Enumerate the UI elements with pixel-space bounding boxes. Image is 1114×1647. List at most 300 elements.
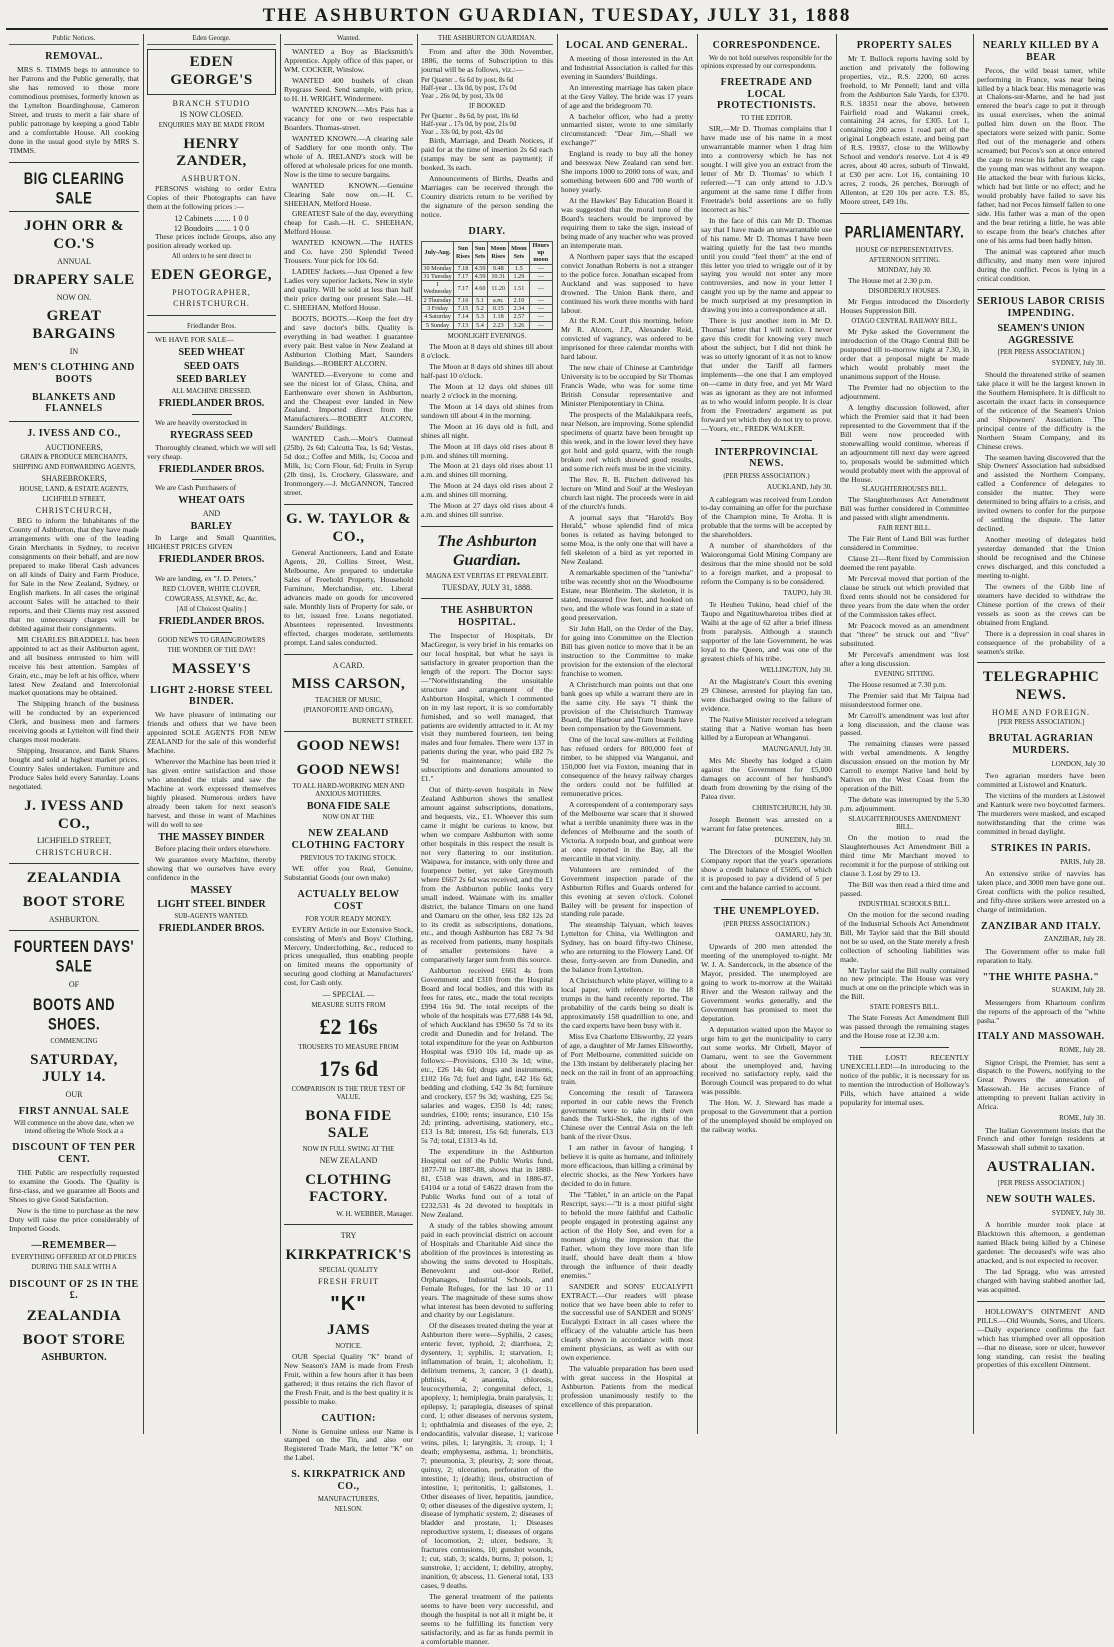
section-header: Eden George. [147,34,276,45]
white-pasha-heading: "THE WHITE PASHA." [982,971,1100,983]
moon-note: The Moon at 12 days old shines till nearly 2 o'clock in the morning. [421,381,553,400]
parliament-item: Mr Perceval moved that portion of the clause be struck out which provided that fixed rents should not be considered for three years from the date when the order of the Commission takes effect. [840,574,969,619]
diary-column-header: Moon Sets [509,241,529,264]
wanted-ad: WANTED 400 bushels of clean Ryegrass Seed. Send sample, with price, to H. H. WRIGHT, Windermere. [284,76,413,104]
parliament-item: The State Forests Act Amendment Bill was passed through the remaining stages and the House rose at 12.30 a.m. [840,1013,969,1041]
diary-cell: 3 Friday [422,305,454,313]
eden-george-heading: EDEN GEORGE'S [147,49,276,94]
card-label: A CARD. [332,660,365,670]
grain-merchants-label: GRAIN & PRODUCE MERCHANTS, [20,454,128,462]
bona-fide-label: BONA FIDE SALE [306,800,391,812]
closed-label: IS NOW CLOSED. [179,110,244,120]
parliament-item: Mr Pyke asked the Government the introduction of the Otago Central Bill be postponed till to-morrow night at 7.30, in order that a proposal might be made which would probably meet the unanimous support of the House. [840,327,969,382]
diary-cell: — [529,264,552,272]
news-item: The lad Spragg, who was arrested charged with having stabbed another lad, was acquitted. [977,1266,1105,1294]
local-item: The new chair of Chinese at Cambridge University is to be occupied by Sir Thomas Francis Wade, who was for some time British Consular representative and Minister Plenipotentiary in China. [561,363,693,409]
diary-cell: 1.29 [509,272,529,280]
news-item: Should the threatened strike of seamen take place it will be the largest known in the Southern Hemisphere. It is difficult to ascertain the exact facts in consequence of the reticence of the Seamen's Union and Shipowners' Association. The principal centre of the difficulty is the Northern Steam Company, and its Chinese crews. [977,369,1105,451]
diary-table [421,241,553,330]
agrarian-heading: BRUTAL AGRARIAN MURDERS. [988,733,1094,757]
parliament-item: The Premier said that Mr Taipua had misunderstood former one. [840,690,969,709]
dateline: CHRISTCHURCH, July 30. [752,803,832,812]
divider [9,211,139,212]
news-item: Messengers from Khartoum confirm the reports of the approach of the "white pasha." [977,997,1105,1025]
wanted-ad: WANTED a Boy as Blacksmith's Apprentice. Apply office of this paper, or WM. COCKER, Winslow. [284,47,413,75]
wanted-ad: WANTED.—Everyone to come and see the nicest lot of Glass, China, and Earthenware ever shown in Ashburton, and the Cheapest ever landed in New Zealand. Imported direct from the Manufacturers.—ROBERT ALCORN, Saunders' Buildings. [284,369,413,433]
local-item: The "Tablet," in an article on the Papal Rescript, says:—"It is a most pitiful sight to behold the more faithful and Catholic people engaged in protesting against any action of the Holy See, and even for a moment giving the impression that the Father, whom they love more than life itself, should have dealt them a blow through the influence of their deadly enemies." [561,1190,693,1280]
section-header: Wanted. [284,34,413,45]
news-item: Te Heuheu Tukino, head chief of the Taupo and Ngatituwharetoa tribes died at Waihi at the age of 62 after a brief illness from paralysis. Although a staunch supporter of the late Government, he was loyal to the Queen, and was one of the greatest chiefs of his tribe. [701,600,832,663]
good-news-heading: GOOD NEWS! [296,738,401,755]
parliament-item: Mr Taylor said the Bill really contained no new principle. The House was very much at one on the principle which was in the Bill. [840,965,969,1002]
bargains-heading: GREAT BARGAINS [32,308,116,342]
new-zealand-label: NEW ZEALAND [319,1156,378,1166]
freetrade-heading: FREETRADE AND LOCAL PROTECTIONISTS. [717,76,816,112]
news-item: A deputation waited upon the Mayor to urge him to get the municipality to carry out some works. Mr Orbell, Mayor of Oamaru, went to see the Government about the unemployed and, having received no satisfactory reply, said the Borough Council was prepared to do what was possible. [701,1024,832,1097]
moon-note: The Moon at 27 days old rises about 4 a.m. and shines till sunrise. [421,501,553,520]
in-label: IN [69,346,79,356]
seed-barley: SEED BARLEY [176,374,247,386]
divider [284,731,413,732]
diary-cell: 7.16 [454,296,473,304]
parliamentary-heading: PARLIAMENTARY. [844,221,965,242]
clover-label: RED CLOVER, WHITE CLOVER, [162,586,261,594]
divider [860,1047,949,1048]
annual-label: ANNUAL [57,256,91,266]
divider [977,289,1105,290]
good-news-heading-2: GOOD NEWS! [296,761,401,778]
taylor-heading: G. W. TAYLOR & CO., [286,511,411,545]
hospital-article: The Inspector of Hospitals, Dr MacGregor, is very brief in his remarks on our local hospital, but what he says is satisfactory in greater proportion than the length of the report. The Doctor says:—"Notwithstanding the unsuitable structure and arrangement of the Ashburton Hospital, which I commented on in my last report, it is so comfortably furnished, and so well managed, that patients are evidently attracted to it. At my visit they numbered fourteen, ten being males and four females. There were 137 in patients during the year, who paid £82 7s 9d for maintenance; while the subscriptions and donations amounted to £1." [421,631,553,784]
landing-note: We are landing, ex "J. D. Peters," [155,574,257,584]
good-news-label: GOOD NEWS TO GRAINGROWERS [157,636,266,644]
hard-working-label: TO ALL HARD-WORKING MEN AND ANXIOUS MOTHERS. [292,782,405,798]
jams-heading: JAMS [327,1322,370,1339]
bill-label: SLAUGHTERHOUSES BILL. [861,486,948,494]
press-association-label: (PER PRESS ASSOCIATION.) [723,920,810,928]
diary-cell: 1 Wednesday [423,281,452,296]
price-row: 12 Boudoirs ........ 1 0 0 [173,223,250,233]
massey-label: MASSEY [190,885,233,897]
divider [977,662,1105,663]
estate-agents-label: HOUSE, LAND, & ESTATE AGENTS, [19,485,129,493]
saturday-heading: SATURDAY, JULY 14. [30,1051,118,1086]
news-item: A cablegram was received from London to-day containing an offer for the purchase of the Champion mine, Te Aroha. It is probable that the terms will be accepted by the shareholders. [701,494,832,540]
dateline: SUAKIM, July 28. [1051,986,1105,995]
friedlander-sig: FRIEDLANDER BROS. [158,398,265,410]
afternoon-label: AFTERNOON SITTING. [869,257,940,265]
christchurch-label: CHRISTCHURCH. [173,299,250,309]
mens-clothing-label: MEN'S CLOTHING AND BOOTS [13,361,135,385]
news-item: Another meeting of delegates held yesterday demanded that the Union should be recognised and the Chinese crews discharged, and this concluded a meeting to-night. [977,535,1105,580]
diary-cell: 1.51 [509,281,529,297]
manager-signature: W. H. WEBBER, Manager. [336,1209,413,1218]
masthead [6,4,1108,30]
divider [977,1301,1105,1302]
extensive-stock-note: EVERY Article in our Extensive Stock, consisting of Men's and Boys' Clothing, Mercery, Underclothing, &c., reduced to prices unequalled, thus enabling people on limited means the opportunity of securing good clothing at Manufacturers' cost, for Cash only. [284,924,413,988]
column-4 [417,34,556,1646]
diary-column-header: Sun Rises [454,241,473,264]
diary-cell: 4.59 [472,272,488,280]
unemployed-heading: THE UNEMPLOYED. [713,906,820,918]
local-item: An interesting marriage has taken place at the Grey Valley. The bride was 17 years of age and the bridegroom 70. [561,82,693,110]
diary-row [422,296,553,304]
moonlight-label: MOONLIGHT EVENINGS. [447,333,527,341]
local-item: Volunteers are reminded of the Government inspection parade of the Ashburton Rifles and Guards ordered for this evening at seven o'clock. Colonel Bailey will be present for inspection of standing rule parade. [561,864,693,919]
duty-notice: Now is the time to purchase as the new Duty will raise the price considerably of Imported Goods. [9,1205,139,1233]
seed-wheat: SEED WHEAT [178,346,245,358]
and-label: AND [202,509,221,519]
kirkpatrick-signature: S. KIRKPATRICK AND CO., [291,1469,406,1493]
bill-label: DISORDERLY HOUSES. [868,288,941,296]
divider [284,1224,413,1225]
our-label: OUR [65,1090,83,1100]
dateline: SYDNEY, July 30. [1051,358,1105,367]
hospital-article: Ashburton received £661 4s from Government and £310 from the Hospital Board and local bodies, and this with its fees for rates, etc., made the total receipts £994 16s 9d. The total receipts of the whole of the hospitals was £77,688 14s 9d, of which Auckland has £9650 5s 7d to its credit and Dunedin and for Ireland. The total expenditure for the year on Ashburton Hospital was £910 10s 1d, made up as follows:—Provisions, £310 3s 1d; wine, etc., £26 14s 6d; drugs and instruments, £102 16s 7d; fuel and light, £42 16s 6d; bedding and clothing, £42 3s 8d; furniture and crockery, £57 9s 3d; washing, £25 5s; salaries and wages, £350 1s 4d; rates; sundries, £100; rents; insurance, £10 15s 2d; printing, advertising, stationery, etc., £13 1s 8d; interest, 15s 6d; funerals, £13 5s 7d; total, £1313 4s 1d. [421,966,553,1146]
local-item: At the Hawkes' Bay Education Board it was suggested that the moral tone of the Board's teachers would be improved by requiring them to take the sign, instead of being made of any teacher who was proved an intemperate man. [561,196,693,250]
hospital-article: Of the diseases treated during the year at Ashburton there were—Syphilis, 2 cases; enteric fever, typhoid, 2; diarrhoea, 2; dysentery, 1; syphilis, 1; starvation, 1; inflammation of brain, 1; alcoholism, 1; delirium tremens, 3; cancer, 3 (1 death), phthisis, 4; anaemia, chlorosis, leucocythemia, 2; congenital defect, 1; apoplexy, 1; hemiplegia, brain paralysis, 1; epilepsy, 1; paraplegia, diseases of spinal cord, 1; other diseases of nervous system, 1; ophthalmia and diseases of the eye, 2; endocarditis, valvular disease, 1; varicose veins, piles, 1; laryngitis, 3; croup, 1; 1 death; emphysema, asthma, 1; bronchitis, 7; pneumonia, 3; pleurisy, 2; sore throat, quinsy, 2; ulceration, perforation of the intestine, 1; (death); ileus, obstruction of intestine, 1; peritonitis, 1; gallstones, 1. Other diseases of liver, hepatitis, jaundice, 0; other diseases of the digestive system, 1; disease of lymphatic system, 2; diseases of bladder and prostate, 1; Diseases reproductive system, 1; diseases of organs of locomotion, 2; ulcer, bedsore, 3; fractures contusions, 10; gunshot wounds, 1; cut, stab, 3; scalds, burns, 3; poison, 1; sunstroke, 1; accident, 1; debility, atrophy, inanition, 0; abscess, 11. General total, 133 cases, 9 deaths. [421,1321,553,1591]
divider [9,162,139,163]
notice-label: NOTICE. [335,1343,362,1350]
diary-cell: a.m. [488,296,509,304]
press-association-label: (PER PRESS ASSOCIATION.) [723,473,810,481]
parliament-item: The Fair Rent of Land Bill was further considered in Committee. [840,534,969,553]
ivess-notice-3: The Shipping branch of the business will be conducted by an experienced Clerk, and business men and farmers receiving goods at Lyttelton will find their charges most moderate. [9,699,139,745]
first-annual-heading: FIRST ANNUAL SALE [18,1105,130,1117]
diary-cell: 9.48 [488,264,509,272]
diary-cell: 5.1 [472,296,488,304]
bear-story: Pecos, the wild beast tamer, while performing in France, was near being killed by a black bear. His menagerie was at Chalons-sur-Marne, and he had just entered the bear's cage to put it through its usual exercises, when the animal pulled him down on the floor. The spectators were seized with panic. Some fled out of the menagerie and others screamed; but Pecos's son at once entered the cage to rescue his father. In the cage the young man was without any weapon. He attacked the bear with furious kicks, which had but little or no effect; and he would probably have failed to save his father, had not Pecos himself fallen to one side. His father was a man of the open and the bear retiring a little, he was able to escape from the bear's clutches after one of his arms had been badly bitten. [977,65,1105,245]
news-item: Signor Crispi, the Premier, has sent a dispatch to the Powers, notifying to the Great Powers the annexation of Massowah. He accuses France of attempting to prevent Italian activity in Africa. [977,1057,1105,1112]
branch-studio-label: BRANCH STUDIO [172,98,251,108]
diary-cell: — [529,281,552,297]
auctioneers-label: AUCTIONEERS, [45,442,103,452]
diary-cell: 5.4 [472,321,488,329]
trousers-price: 17s 6d [318,1055,379,1081]
ivess-notice-4: Shipping, Insurance, and Bank Shares bought and sold at highest market prices. Country Sales undertaken. Furniture and Produce Sales held every Saturday. Loans negotiated. [9,746,139,791]
rate-row: Half-year .. 13s 0d, by post, 17s 0d [421,85,517,93]
ryegrass-note: Thoroughly cleaned, which we will sell very cheap. [147,442,276,461]
diary-cell: 7.17 [454,281,473,297]
local-item: The steamship Taiyuan, which leaves Lyttelton for China, via Wellington and Sydney, has on board fifty-two Chinese, who are returning to the Flowery Land. Of these, forty-seven are from Dunedin, and the balance from Lyttelton. [561,920,693,975]
sale-intro: Will commence on the above date, when we intend offering the Whole Stock at a [13,1120,135,1136]
news-item: An extensive strike of navvies has taken place, and 3000 men have gone out. Great conflicts with the police resulted, and fifty-three strikers were arrested on a charge of intimidation. [977,868,1105,914]
bona-fide-heading: BONA FIDE SALE [305,1107,392,1142]
dateline: PARIS, July 28. [1060,857,1105,866]
bill-label: FAIR RENT BILL. [878,525,931,533]
removal-heading: REMOVAL. [45,51,103,63]
news-item: A number of shareholders of the Waiorongomai Gold Mining Company are desirous that the mine should not be sold to a foreign market, and a proposal to reform the Company is to be considered. [701,541,832,587]
removal-notice: MRS S. TIMMS begs to announce to her Patrons and the Public generally, that she has removed to those more commodious premises, formerly known as the Lyttelton Boardinghouse, Cameron Street, and trusts to merit a fair share of public patronage by keeping a good Table and a comfortable House. All cooking done in the usual good style by MRS S. TIMMS. [9,65,139,155]
press-association-label: [PER PRESS ASSOCIATION.] [997,1180,1085,1188]
divider [840,213,969,214]
diary-column-header: July-Aug. [422,241,454,264]
bill-label: OTAGO CENTRAL RAILWAY BILL. [851,318,958,326]
news-item: Mrs Mc Sheehy has lodged a claim against the Government for £5,000 damages on account of her husband's death from drowning by the rising of the Patea river. [701,756,832,801]
local-item: The valuable preparation has been used with great success in the Hospital at Ashburton. Patients from the medical profession unanimously testify to the excellence of this preparation. [561,1364,693,1409]
press-association-label: [PER PRESS ASSOCIATION.] [997,348,1085,356]
zander-heading: HENRY ZANDER, [176,135,247,170]
property-sales-heading: PROPERTY SALES [856,40,953,51]
hospital-article: The expenditure in the Ashburton Hospital out of the Public Works fund, 1877-78 to 1887-88, shows that in 1880-81, £518 was drawn, and in 1886-87, £4104 or a total of £4622 drawn from the Public Works fund out of a total of £232,531 4s 2d devoted to hospitals in New Zealand. [421,1147,553,1219]
piano-organ-label: (PIANOFORTE AND ORGAN), [303,707,394,714]
ivess-notice-1: BEG to inform the Inhabitants of the County of Ashburton, that they have made arrangements with one of the leading Grain Merchants in Sydney, to receive consignments on their behalf, and are now prepared to make liberal Cash advances on all kinds of Dairy and Farm Produce, for Sale in the New Zealand, Sydney, or English markets. In all cases the original account Sales will be attached to their reports, and their Clients may rest assured that no unnecessary charges will be debited against their consignments. [9,516,139,633]
news-item: The Hon. W. J. Steward has made a proposal to the Government that a portion of the unemployed should be employed on the railway works. [701,1098,832,1135]
parliament-item: On the motion to read the Slaughterhouses Act Amendment Bill a third time Mr Marchant moved to recommit it for the purpose of striking out clause 3. Lost by 29 to 13. [840,833,969,878]
boots-shoes-heading: BOOTS AND SHOES. [32,994,116,1034]
dateline: ROME, July 28. [1059,1046,1105,1055]
quality-notice: THE Public are respectfully requested to examine the Goods. The Quality is first-class, and we guarantee all Boots and Shoes to give Good Satisfaction. [9,1168,139,1204]
diary-cell: 4.59 [472,264,488,272]
diary-row [422,281,553,297]
diary-heading: DIARY. [468,225,506,237]
binder-guarantee: We guarantee every Machine, thereby showing that we ourselves have every confidence in the [147,855,276,883]
parliament-item: The House resumed at 7.30 p.m. [848,679,947,689]
local-item: England is ready to buy all the honey and beeswax New Zealand can send her. She imports 1000 to 2000 tons of wax, and something between 600 and 700 worth of honey yearly. [561,149,693,195]
section-header-2: Friedlander Bros. [147,322,276,333]
disclaimer: We do not hold ourselves responsible for the opinions expressed by our correspondents. [701,54,832,70]
sharebrokers-label: SHAREBROKERS, [41,474,107,484]
local-item: A meeting of those interested in the Art and Industrial Association is called for this evening in Saunders' Buildings. [561,53,693,81]
local-item: A remarkable specimen of the "taniwha" tribe was recently shot on the Woodbourne Estate, near Blenheim. The skeleton, it is stated, measured five feet, and hooked on two, and the whole was found in a state of good preservation. [561,568,693,622]
dateline: SYDNEY, July 30. [1051,1208,1105,1217]
local-item: One of the local saw-millers at Feilding has refused orders for 800,000 feet of timber, to be shipped via Wanganui, and 150,000 feet via Foxton, meaning that in consequence of the heavy railway charges the orders could not be fulfilled at remunerative prices. [561,735,693,799]
parliament-item: A lengthy discussion followed, after which the Premier said that it had been represented to the Government that if the Bill were now proceeded with stonewalling would continue, whereas if an adjournment till next day were agreed to, proposals would be submitted which would probably meet with the approval of the House. [840,402,969,484]
diary-cell: 0.15 [488,305,509,313]
friedlander-sig: FRIEDLANDER BROS. [158,554,265,566]
diary-cell: 1.18 [488,313,509,321]
divider [147,315,276,316]
subscription-intro: From and after the 30th November, 1886, the terms of Subscription to this journal will be as follows, viz.:— [421,47,553,75]
local-item: A journal says that "Harold's Boy Herald," whose splendid find of mica bones is related as having belonged to some Moa, is the only one that will have a fell skeleton of a bird as yet reported in New Zealand. [561,512,693,567]
moon-note: The Moon at 14 days old shines from sundown till about 4 in the morning. [421,401,553,420]
paris-strikes-heading: STRIKES IN PARIS. [991,842,1091,854]
ivess-notice-2: MR CHARLES BRADDELL has been appointed to act as their Ashburton agent, and all business entrusted to him will receive his best attention. Samples of Grain, etc., may be left at his office, where latest New Zealand and Intercolonial market quotations may be obtained. [9,634,139,698]
news-item: Two agrarian murders have been committed at Listowel and Knaturk. [977,771,1105,790]
ivess-heading: J. IVESS AND CO., [27,428,121,440]
divider [9,421,139,422]
price-row: 12 Cabinets ........ 1 0 0 [174,214,249,224]
dateline: DUNEDIN, July 30. [774,836,832,845]
local-item: A Christchurch man points out that one bank goes up while a warrant there are in the same city. He says "I think the provision of the Christchurch Tramway Board, the Harbour and Tram boards have been compensation by the Government. [561,679,693,734]
seed-oats: SEED OATS [183,360,240,372]
parliament-item: The Bill was then read a third time and passed. [840,879,969,898]
local-item: A bachelor officer, who had a pretty unmarried sister, wrote to one similarly circumstanced: "Dear Jim,—Shall we exchange?" [561,111,693,148]
try-label: TRY [340,1231,357,1241]
bill-label: INDUSTRIAL SCHOOLS BILL. [858,900,951,908]
full-swing-label: NOW IN FULL SWING AT THE [302,1146,395,1154]
announcements-note: Announcements of Births, Deaths and Marriages can be received through the Country districts return to be verified by the signature of the person sending the notice. [421,174,553,219]
diary-cell: 30 Monday [423,264,452,272]
diary-column-header: Sun Sets [472,241,488,264]
diary-cell: — [529,272,552,280]
booked-label: IF BOOKED [468,103,506,111]
orders-label: All orders to be sent direct to [171,252,252,260]
date-label: MONDAY, July 30. [877,267,932,275]
binder-heading: LIGHT 2-HORSE STEEL BINDER. [150,684,273,708]
now-on-label: NOW ON. [56,292,92,302]
diary-cell: 4 Saturday [422,313,454,321]
local-item: The prospects of the Malakikpara reefs, near Nelson, are improving. Some splendid specimens of quartz have been brought up this week, and in the lower level they have got hold and gold quartz, with the rough broken reef which showed good results, and some rich reefs must be in the vicinity. [561,410,693,473]
measure-suits-label: MEASURE SUITS FROM [311,1001,386,1009]
section-header: Public Notices. [9,34,139,45]
wanted-ad: WANTED KNOWN.—Mrs Pass has a vacancy for one or two respectable Boarders. Thomas-street. [284,104,413,132]
divider [9,930,139,931]
john-orr-heading: JOHN ORR & CO.'S [24,218,124,252]
hospital-article: A study of the tables showing amount paid in each provincial district on account of Hospitals and Charitable Aid since the abolition of the provinces is interesting as showing the sums devoted to Hospitals, Benevolent and out-door Relief, Orphanages, Industrial Schools, and Female Refuges, for the last 10 or 11 years. The magnitude of these sums show what interest has been devoted to suffering and charity by our Legislature. [421,1220,553,1320]
diary-cell: 2.10 [509,296,529,304]
home-foreign-label: HOME AND FOREIGN. [991,707,1091,717]
press-association-label: [PER PRESS ASSOCIATION.] [997,719,1085,727]
of-label: OF [68,979,80,989]
ryegrass-label: RYEGRASS SEED [170,429,253,441]
local-item: A correspondent of a contemporary says of the Melbourne war scare that it showed what a terrible unanimity there was in the defences of Melbourne and the south of Victoria. A torpedo boat, and gunboat were at once reported in the Bay, all the mercantile in that vicinity. [561,800,693,863]
ashburton-label-2: ASHBURTON. [41,1352,107,1364]
parliament-item: The House met at 2.30 p.m. [848,276,933,286]
diary-cell: — [529,313,552,321]
rate-row: Per Quarter .. 8s 6d, by post, 10s 6d [421,113,519,121]
divider [192,632,232,633]
local-item: Miss Eva Charlotte Ellsworthy, 22 years of age, a daughter of Mr James Ellsworthy, of Port Melbourne, committed suicide on the 13th instant by deliberately placing her neck on the rail in front of an approaching train. [561,1031,693,1086]
moon-note: The Moon at 8 days old shines till about 8 o'clock. [421,342,553,360]
parliament-item: Mr Peacock moved as an amendment that "three" be struck out and "five" substituted. [840,620,969,648]
caution-notice: None is Genuine unless our Name is stamped on the Tin, and also our Registered Trade Mark, the letter "K" on the Label. [284,1426,413,1463]
diary-cell: 1.5 [509,264,529,272]
bear-heading: NEARLY KILLED BY A BEAR [982,40,1100,63]
fourteen-days-heading: FOURTEEN DAYS' SALE [13,936,135,976]
rate-row: Half-year .. 17s 0d, by post, 21s 0d [421,121,517,129]
dateline: ROME, July 30. [1059,1114,1105,1123]
bill-label: STATE FORESTS BILL. [869,1004,940,1012]
news-item: Upwards of 200 men attended the meeting of the unemployed to-night. Mr W. J. A. Sandercock, in the absence of the Mayor, presided. The unemployed are going to work to-morrow at the Waitaki River and the Weston railway and the Government works generally, and the Government has promised to meet the deputation. [701,942,832,1023]
cowgrass-label: COWGRASS, ALSYKE, &c, &c. [165,596,258,604]
labor-crisis-heading: SERIOUS LABOR CRISIS IMPENDING. [977,296,1105,320]
music-teacher-label: TEACHER OF MUSIC, [315,696,382,704]
nelson-label: NELSON. [334,1505,363,1513]
parliament-item: Mr Carroll's amendment was lost after a long discussion, and the clause was passed. [840,710,969,738]
remember-heading: —REMEMBER— [31,1239,117,1251]
correspondence-heading: CORRESPONDENCE. [712,40,821,51]
holloway-ad: THE LOST! RECENTLY UNEXCELLED!—In introducing to the notice of the public, it is necessary for us to mention the introduction of Holloway's Pills, which have attained a wide popularity for internal uses. [840,1053,969,1107]
local-item: Concerning the result of Tarawera reported in our cable news the French government were to take in their own hands the Turki-Shek, the rights of the Chinese over the Central Asia on the left bank of the river Oxus. [561,1087,693,1142]
diary-cell: 2.23 [488,321,509,329]
to-editor-label: TO THE EDITOR. [740,115,793,123]
steel-binder-label: LIGHT STEEL BINDER [157,899,266,910]
moon-note: The Moon at 16 days old is full, and shines all night. [421,421,553,440]
news-item: At the Magistrate's Court this evening 29 Chinese, arrested for playing fan tan, were discharged owing to the failure of evidence. [701,677,832,714]
boot-store-heading: BOOT STORE [22,893,126,910]
manufacturers-label: MANUFACTURERS, [317,1495,380,1503]
wanted-ad: WANTED KNOWN.—The HATES and Co. have 250 Splendid Tweed Trousers. Your pick for 10s 6d. [284,238,413,266]
local-item: SANDER and SONS' EUCALYPTI EXTRACT.—Our readers will please notice that we have been able to refer to the successful use of SANDER and SONS' Eucalypti Extract in all cases where the efficacy of the valuable article has been clearly shown in accordance with most eminent physicians, as well as with our own experience. [561,1281,693,1363]
discount-heading: DISCOUNT OF TEN PER CENT. [12,1142,136,1166]
clearing-sale-heading: BIG CLEARING SALE [23,167,125,208]
friedlander-sig: FRIEDLANDER BROS. [158,463,265,475]
local-item: A Northern paper says that the escaped convict Jonathan Roberts is not a stranger to the police force. Jonathan escaped from Auckland and was supposed to have drowned. The Union Bank there, and continued his work three months with hard labour. [561,251,693,315]
discount-2s-heading: DISCOUNT OF 2S IN THE £. [9,1278,139,1302]
column-3 [280,34,416,1513]
photographer-label: PHOTOGRAPHER, [172,287,251,297]
dateline: OAMARU, July 30. [775,930,832,939]
diary-cell: 5.3 [472,313,488,321]
news-item: The Native Minister received a telegram stating that a Native woman has been killed by a European at Whanganui. [701,715,832,742]
commencing-label: COMMENCING [50,1037,98,1045]
zanzibar-heading: ZANZIBAR AND ITALY. [981,920,1101,932]
dateline: WELLINGTON, July 30. [760,665,832,674]
k-brand-heading: "K" [330,1292,367,1315]
barley-label: BARLEY [190,520,233,532]
diary-row [422,305,553,313]
diary-cell: 2.34 [509,305,529,313]
column-6 [697,34,835,1434]
rate-row: Year .. 26s 0d, by post, 33s 0d [421,93,503,101]
clothing-factory-heading-2: CLOTHING FACTORY. [305,1171,392,1206]
parliament-item: Clause 21—Rent fixed by Commission deemed the rent payable. [840,554,969,573]
shipping-agents-label: SHIPPING AND FORWARDING AGENTS, [12,464,136,472]
dateline: AUCKLAND, July 30. [767,483,832,492]
ivess-signature: J. IVESS AND CO., [24,797,124,832]
diary-cell: 7.13 [454,321,473,329]
photo-prices-intro: PERSONS wishing to order Extra Copies of their Photographs can have them at the following prices :— [147,184,276,212]
parliament-item: Mr Perceval's amendment was lost after a long discussion. [840,649,969,668]
diary-cell: 4.60 [472,281,488,297]
news-item: A horrible murder took place at Blacktown this afternoon, a gentleman named Black being killed by a Chinese gardener. The deceased's wife was also attacked, and is not expected to recover. [977,1220,1105,1265]
suit-price: £2 16s [319,1013,378,1039]
special-label: — SPECIAL — [322,990,375,1000]
enquiries-label: ENQUIRIES MAY BE MADE FROM [158,121,265,129]
diary-cell: 7.17 [454,272,473,280]
letter-body: SIR,—Mr D. Thomas complains that I have made use of his name in a most unwarrantable manner when I drag him into a controversy which he has not sought. I will give you an extract from the letter of Mr D. Thomas' to which I referred:—"I can only attend to J.D.'s argument at the same time I differ from Freetrade's bold assertions are so fully incorrect as his." [701,124,832,214]
jam-notice: OUR Special Quality "K" brand of New Season's JAM is made from Fresh Fruit, within a few hours after it has been gathered; it thus retains the rich flavor of the Fresh Fruit, and is the best quality it is possible to make. [284,1352,413,1406]
moon-note: The Moon at 8 days old shines till about half-past 10 o'clock. [421,361,553,380]
letter-body: In the face of this can Mr D. Thomas say that I have made an unwarrantable use of his name. Mr D. Thomas I have been waiting quietly for the last two months until you could "feel them" at the end of this letter you tried to wriggle out of it by saying you would not enter any more controversies, and now in your letter I caught you up by the name and appear to be much surprised at my presumption in drawing you into a correspondence at all. [701,215,832,315]
for-sale-intro: WE HAVE FOR SALE— [155,334,234,344]
overstocked-note: We are heavily overstocked in [155,417,247,427]
binder-orders: Before placing their orders elsewhere. [155,844,271,854]
newspaper-title: THE ASHBURTON GUARDIAN, TUESDAY, JULY 31, 1888 [262,5,852,26]
city-label: CHRISTCHURCH, [35,505,113,515]
evening-label: EVENING SITTING. [874,670,935,678]
hospital-article: The general treatment of the patients seems to have been very successful, and though the hospital is not all it might be, it seems to be fulfilling its function very satisfactorily, and as far as funds permit in a comfortable manner. [421,1592,553,1646]
machine-dressed: ALL MACHINE DRESSED. [171,388,252,396]
stock-label: PREVIOUS TO TAKING STOCK. [300,855,397,863]
trousers-label: TROUSERS TO MEASURE FROM [298,1043,399,1051]
parliament-item: The debate was interrupted by the 5.30 p.m. adjournment. [840,795,969,814]
divider [284,654,413,655]
diary-cell: 5.2 [472,305,488,313]
kirkpatrick-heading: KIRKPATRICK'S [285,1246,412,1263]
local-item: A Christchurch white player, willing to a local paper, with reference to the 18 trumps in the hand recently reported. The probability of the cards being so dealt is approximately 158 quadrillion to one, and the card experts have been busy with it. [561,976,693,1030]
carson-heading: MISS CARSON, [291,676,406,693]
massey-heading: MASSEY'S [171,660,252,677]
fresh-fruit-label: FRESH FRUIT [317,1277,379,1287]
clothing-factory-heading: NEW ZEALAND CLOTHING FACTORY [291,828,406,852]
letter-body: There is just another item in Mr D. Thomas' letter that I will notice. I never gave this credit for knowing very much about the subject, but I did not think he was so utterly ignorant of it as not to know that under the Tariff all farmers implements—the one that I am employed on—came in duty free, and yet Mr Ward was as ignorant as they are not informed as to who would inform people. It is clear from the Freetraders' argument as put forward yet which they do not try to prove.—Yours, etc., FREDK WALKER. [701,316,832,433]
column-2 [143,34,279,1434]
diary-row [422,272,553,280]
diary-row [422,313,553,321]
divider [192,479,232,480]
binder-body: Wherever the Machine has been tried it has given entire satisfaction and those who attended the trials and saw the Machine at work expressed themselves highly pleased. Numerous orders have already been taken for next season's harvest, and those in want of Machines will do well to see [147,756,276,829]
wanted-ad: GREATEST Sale of the day, everything cheap for Cash.—H. C. SHEEHAN, Melford House. [284,209,413,237]
diary-cell: — [529,296,552,304]
seamens-union-label: SEAMEN'S UNION AGGRESSIVE [997,323,1085,346]
wonder-label: THE WONDER OF THE DAY! [167,646,256,654]
ready-money-label: FOR YOUR READY MONEY. [305,915,392,923]
diary-cell: — [529,321,552,329]
during-sale-label: DURING THE SALE WITH A [31,1264,117,1272]
diary-column-header: Hours up moon [529,241,552,264]
